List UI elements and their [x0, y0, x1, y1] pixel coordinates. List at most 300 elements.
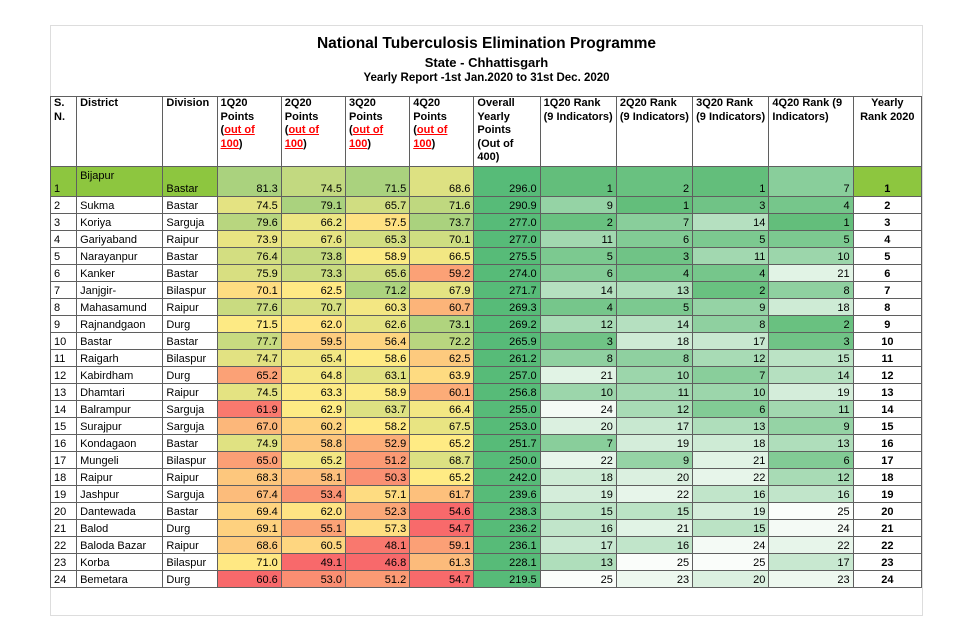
cell-q2-points: 58.1 — [281, 469, 345, 486]
table-row — [51, 248, 922, 265]
table-row — [51, 401, 922, 418]
cell-overall-points: 274.0 — [474, 265, 540, 282]
cell-q1-points: 69.1 — [217, 520, 281, 537]
cell-r4-rank: 15 — [769, 350, 853, 367]
cell-sn: 6 — [51, 265, 77, 282]
cell-r1-rank: 7 — [540, 435, 616, 452]
cell-q4-points: 68.6 — [410, 167, 474, 197]
cell-r4-rank: 5 — [769, 231, 853, 248]
table-row — [51, 231, 922, 248]
table-row — [51, 520, 922, 537]
cell-sn: 18 — [51, 469, 77, 486]
cell-r1-rank: 20 — [540, 418, 616, 435]
cell-q4-points: 73.1 — [410, 316, 474, 333]
cell-q2-points: 63.3 — [281, 384, 345, 401]
cell-q1-points: 74.5 — [217, 384, 281, 401]
cell-district: Janjgir- — [77, 282, 163, 299]
cell-r3-rank: 13 — [693, 418, 769, 435]
cell-division: Sarguja — [163, 486, 217, 503]
cell-yearly-rank: 23 — [853, 554, 921, 571]
cell-sn: 8 — [51, 299, 77, 316]
cell-q3-points: 50.3 — [345, 469, 409, 486]
table-row — [51, 316, 922, 333]
col-header-division: Division — [163, 97, 217, 167]
table-row — [51, 503, 922, 520]
cell-yearly-rank: 1 — [853, 167, 921, 197]
col-header-r1: 1Q20 Rank (9 Indicators) — [540, 97, 616, 167]
cell-r2-rank: 20 — [616, 469, 692, 486]
cell-q4-points: 60.1 — [410, 384, 474, 401]
cell-division: Bastar — [163, 503, 217, 520]
cell-r4-rank: 22 — [769, 537, 853, 554]
cell-q3-points: 56.4 — [345, 333, 409, 350]
cell-r4-rank: 16 — [769, 486, 853, 503]
cell-division: Sarguja — [163, 401, 217, 418]
header-row — [51, 97, 922, 167]
cell-r3-rank: 25 — [693, 554, 769, 571]
cell-q3-points: 65.3 — [345, 231, 409, 248]
cell-district: Kabirdham — [77, 367, 163, 384]
cell-q2-points: 67.6 — [281, 231, 345, 248]
cell-overall-points: 242.0 — [474, 469, 540, 486]
cell-district: Mahasamund — [77, 299, 163, 316]
cell-yearly-rank: 24 — [853, 571, 921, 588]
cell-q2-points: 62.9 — [281, 401, 345, 418]
col-header-q4: 4Q20 Points (out of 100) — [410, 97, 474, 167]
cell-district: Kondagaon — [77, 435, 163, 452]
cell-yearly-rank: 19 — [853, 486, 921, 503]
cell-overall-points: 255.0 — [474, 401, 540, 418]
cell-division: Durg — [163, 316, 217, 333]
cell-r3-rank: 15 — [693, 520, 769, 537]
cell-r1-rank: 18 — [540, 469, 616, 486]
cell-r3-rank: 3 — [693, 197, 769, 214]
cell-overall-points: 256.8 — [474, 384, 540, 401]
cell-sn: 24 — [51, 571, 77, 588]
cell-division: Bastar — [163, 333, 217, 350]
cell-q1-points: 74.5 — [217, 197, 281, 214]
cell-r4-rank: 18 — [769, 299, 853, 316]
cell-sn: 20 — [51, 503, 77, 520]
table-row — [51, 452, 922, 469]
page-title: National Tuberculosis Elimination Programme — [316, 35, 657, 52]
cell-q3-points: 52.3 — [345, 503, 409, 520]
cell-q4-points: 54.7 — [410, 520, 474, 537]
cell-r4-rank: 17 — [769, 554, 853, 571]
cell-q3-points: 58.6 — [345, 350, 409, 367]
cell-yearly-rank: 10 — [853, 333, 921, 350]
cell-yearly-rank: 2 — [853, 197, 921, 214]
cell-district: Bemetara — [77, 571, 163, 588]
cell-q2-points: 62.5 — [281, 282, 345, 299]
cell-yearly-rank: 7 — [853, 282, 921, 299]
cell-r2-rank: 5 — [616, 299, 692, 316]
cell-district: Bastar — [77, 333, 163, 350]
cell-division: Sarguja — [163, 418, 217, 435]
cell-yearly-rank: 12 — [853, 367, 921, 384]
cell-r1-rank: 15 — [540, 503, 616, 520]
table-row — [51, 265, 922, 282]
cell-r3-rank: 22 — [693, 469, 769, 486]
cell-r3-rank: 6 — [693, 401, 769, 418]
cell-q3-points: 60.3 — [345, 299, 409, 316]
table-row — [51, 197, 922, 214]
cell-q1-points: 67.4 — [217, 486, 281, 503]
cell-r1-rank: 24 — [540, 401, 616, 418]
cell-sn: 17 — [51, 452, 77, 469]
cell-q2-points: 60.5 — [281, 537, 345, 554]
cell-overall-points: 236.1 — [474, 537, 540, 554]
cell-r1-rank: 3 — [540, 333, 616, 350]
cell-q3-points: 48.1 — [345, 537, 409, 554]
table-row — [51, 384, 922, 401]
cell-q2-points: 73.8 — [281, 248, 345, 265]
cell-district: Sukma — [77, 197, 163, 214]
cell-q2-points: 79.1 — [281, 197, 345, 214]
cell-overall-points: 228.1 — [474, 554, 540, 571]
cell-yearly-rank: 16 — [853, 435, 921, 452]
cell-r2-rank: 18 — [616, 333, 692, 350]
cell-r1-rank: 21 — [540, 367, 616, 384]
cell-r1-rank: 14 — [540, 282, 616, 299]
cell-r2-rank: 8 — [616, 350, 692, 367]
cell-division: Durg — [163, 571, 217, 588]
cell-r2-rank: 16 — [616, 537, 692, 554]
cell-r3-rank: 1 — [693, 167, 769, 197]
cell-r4-rank: 25 — [769, 503, 853, 520]
col-header-district: District — [77, 97, 163, 167]
cell-yearly-rank: 15 — [853, 418, 921, 435]
cell-district: Raigarh — [77, 350, 163, 367]
cell-division: Bastar — [163, 265, 217, 282]
cell-q4-points: 61.3 — [410, 554, 474, 571]
cell-q1-points: 74.7 — [217, 350, 281, 367]
cell-overall-points: 269.3 — [474, 299, 540, 316]
cell-r2-rank: 17 — [616, 418, 692, 435]
cell-r3-rank: 2 — [693, 282, 769, 299]
table-row — [51, 299, 922, 316]
cell-district: Jashpur — [77, 486, 163, 503]
cell-r4-rank: 7 — [769, 167, 853, 197]
cell-division: Raipur — [163, 299, 217, 316]
report-titles — [51, 26, 922, 96]
cell-q1-points: 68.6 — [217, 537, 281, 554]
cell-r3-rank: 14 — [693, 214, 769, 231]
cell-yearly-rank: 5 — [853, 248, 921, 265]
cell-r4-rank: 21 — [769, 265, 853, 282]
cell-q2-points: 65.2 — [281, 452, 345, 469]
cell-sn: 3 — [51, 214, 77, 231]
table-row — [51, 282, 922, 299]
cell-q4-points: 66.4 — [410, 401, 474, 418]
cell-q1-points: 68.3 — [217, 469, 281, 486]
cell-division: Raipur — [163, 469, 217, 486]
cell-overall-points: 277.0 — [474, 231, 540, 248]
cell-r4-rank: 9 — [769, 418, 853, 435]
cell-r2-rank: 3 — [616, 248, 692, 265]
cell-r2-rank: 15 — [616, 503, 692, 520]
cell-r4-rank: 11 — [769, 401, 853, 418]
cell-overall-points: 277.0 — [474, 214, 540, 231]
cell-r1-rank: 9 — [540, 197, 616, 214]
table-row — [51, 333, 922, 350]
cell-yearly-rank: 4 — [853, 231, 921, 248]
cell-sn: 15 — [51, 418, 77, 435]
cell-yearly-rank: 11 — [853, 350, 921, 367]
cell-overall-points: 219.5 — [474, 571, 540, 588]
cell-r1-rank: 25 — [540, 571, 616, 588]
cell-division: Sarguja — [163, 214, 217, 231]
cell-r3-rank: 5 — [693, 231, 769, 248]
cell-r2-rank: 14 — [616, 316, 692, 333]
cell-q1-points: 70.1 — [217, 282, 281, 299]
cell-yearly-rank: 17 — [853, 452, 921, 469]
cell-sn: 22 — [51, 537, 77, 554]
cell-district: Dhamtari — [77, 384, 163, 401]
cell-yearly-rank: 8 — [853, 299, 921, 316]
cell-q2-points: 65.4 — [281, 350, 345, 367]
cell-r4-rank: 3 — [769, 333, 853, 350]
out-of-note: out of 100 — [284, 124, 319, 150]
cell-r3-rank: 7 — [693, 367, 769, 384]
cell-r3-rank: 21 — [693, 452, 769, 469]
cell-sn: 11 — [51, 350, 77, 367]
cell-r3-rank: 17 — [693, 333, 769, 350]
cell-q1-points: 61.9 — [217, 401, 281, 418]
cell-q3-points: 63.7 — [345, 401, 409, 418]
cell-r1-rank: 1 — [540, 167, 616, 197]
cell-sn: 12 — [51, 367, 77, 384]
cell-r4-rank: 12 — [769, 469, 853, 486]
cell-r1-rank: 8 — [540, 350, 616, 367]
cell-sn: 14 — [51, 401, 77, 418]
cell-r3-rank: 24 — [693, 537, 769, 554]
cell-r3-rank: 11 — [693, 248, 769, 265]
cell-q3-points: 71.2 — [345, 282, 409, 299]
cell-r2-rank: 12 — [616, 401, 692, 418]
cell-q4-points: 63.9 — [410, 367, 474, 384]
cell-sn: 21 — [51, 520, 77, 537]
cell-q4-points: 60.7 — [410, 299, 474, 316]
cell-r4-rank: 24 — [769, 520, 853, 537]
table-row — [51, 167, 922, 197]
cell-sn: 7 — [51, 282, 77, 299]
cell-q3-points: 63.1 — [345, 367, 409, 384]
cell-q2-points: 70.7 — [281, 299, 345, 316]
cell-division: Durg — [163, 520, 217, 537]
cell-overall-points: 253.0 — [474, 418, 540, 435]
cell-q4-points: 62.5 — [410, 350, 474, 367]
col-header-overall: Overall Yearly Points (Out of 400) — [474, 97, 540, 167]
cell-yearly-rank: 20 — [853, 503, 921, 520]
cell-yearly-rank: 22 — [853, 537, 921, 554]
cell-yearly-rank: 14 — [853, 401, 921, 418]
cell-r2-rank: 9 — [616, 452, 692, 469]
cell-overall-points: 290.9 — [474, 197, 540, 214]
cell-sn: 9 — [51, 316, 77, 333]
cell-r4-rank: 6 — [769, 452, 853, 469]
cell-q2-points: 59.5 — [281, 333, 345, 350]
cell-q3-points: 51.2 — [345, 452, 409, 469]
cell-r3-rank: 16 — [693, 486, 769, 503]
cell-r2-rank: 6 — [616, 231, 692, 248]
cell-division: Bastar — [163, 197, 217, 214]
cell-district: Koriya — [77, 214, 163, 231]
cell-q4-points: 73.7 — [410, 214, 474, 231]
cell-district: Raipur — [77, 469, 163, 486]
cell-q3-points: 51.2 — [345, 571, 409, 588]
cell-r2-rank: 22 — [616, 486, 692, 503]
cell-division: Bilaspur — [163, 452, 217, 469]
cell-q3-points: 57.3 — [345, 520, 409, 537]
cell-division: Bilaspur — [163, 554, 217, 571]
cell-r2-rank: 23 — [616, 571, 692, 588]
cell-r2-rank: 25 — [616, 554, 692, 571]
cell-r1-rank: 6 — [540, 265, 616, 282]
cell-q3-points: 58.9 — [345, 248, 409, 265]
cell-r1-rank: 19 — [540, 486, 616, 503]
cell-q3-points: 62.6 — [345, 316, 409, 333]
cell-q1-points: 65.0 — [217, 452, 281, 469]
cell-district: Mungeli — [77, 452, 163, 469]
report-period: Yearly Report -1st Jan.2020 to 31st Dec. 2020 — [363, 72, 610, 84]
col-header-r2: 2Q20 Rank (9 Indicators) — [616, 97, 692, 167]
cell-q2-points: 53.0 — [281, 571, 345, 588]
cell-r3-rank: 18 — [693, 435, 769, 452]
table-row — [51, 469, 922, 486]
cell-sn: 16 — [51, 435, 77, 452]
table-row — [51, 486, 922, 503]
cell-sn: 2 — [51, 197, 77, 214]
cell-r3-rank: 9 — [693, 299, 769, 316]
cell-division: Bilaspur — [163, 282, 217, 299]
cell-r4-rank: 10 — [769, 248, 853, 265]
cell-q2-points: 55.1 — [281, 520, 345, 537]
cell-q4-points: 67.5 — [410, 418, 474, 435]
cell-q4-points: 54.7 — [410, 571, 474, 588]
cell-district: Korba — [77, 554, 163, 571]
cell-division: Raipur — [163, 231, 217, 248]
cell-overall-points: 257.0 — [474, 367, 540, 384]
cell-r2-rank: 7 — [616, 214, 692, 231]
cell-r2-rank: 10 — [616, 367, 692, 384]
cell-q3-points: 57.5 — [345, 214, 409, 231]
cell-district: Kanker — [77, 265, 163, 282]
cell-q2-points: 64.8 — [281, 367, 345, 384]
cell-r1-rank: 13 — [540, 554, 616, 571]
report-sheet — [50, 25, 923, 616]
cell-q1-points: 79.6 — [217, 214, 281, 231]
cell-division: Raipur — [163, 384, 217, 401]
col-header-sn: S. N. — [51, 97, 77, 167]
cell-q1-points: 69.4 — [217, 503, 281, 520]
cell-r4-rank: 19 — [769, 384, 853, 401]
table-row — [51, 367, 922, 384]
cell-q2-points: 74.5 — [281, 167, 345, 197]
cell-q4-points: 72.2 — [410, 333, 474, 350]
cell-yearly-rank: 18 — [853, 469, 921, 486]
cell-q1-points: 71.5 — [217, 316, 281, 333]
cell-sn: 5 — [51, 248, 77, 265]
cell-district: Rajnandgaon — [77, 316, 163, 333]
cell-division: Raipur — [163, 537, 217, 554]
cell-q3-points: 65.7 — [345, 197, 409, 214]
cell-r4-rank: 8 — [769, 282, 853, 299]
cell-r2-rank: 1 — [616, 197, 692, 214]
cell-overall-points: 265.9 — [474, 333, 540, 350]
cell-sn: 1 — [51, 167, 77, 197]
cell-overall-points: 239.6 — [474, 486, 540, 503]
col-header-r3: 3Q20 Rank (9 Indicators) — [693, 97, 769, 167]
cell-q4-points: 54.6 — [410, 503, 474, 520]
cell-division: Durg — [163, 367, 217, 384]
cell-q4-points: 65.2 — [410, 435, 474, 452]
cell-r1-rank: 5 — [540, 248, 616, 265]
cell-yearly-rank: 9 — [853, 316, 921, 333]
cell-district: Surajpur — [77, 418, 163, 435]
out-of-note: out of 100 — [413, 124, 448, 150]
cell-q3-points: 52.9 — [345, 435, 409, 452]
cell-q1-points: 65.2 — [217, 367, 281, 384]
cell-r4-rank: 4 — [769, 197, 853, 214]
col-header-q3: 3Q20 Points (out of 100) — [345, 97, 409, 167]
cell-r2-rank: 19 — [616, 435, 692, 452]
table-row — [51, 571, 922, 588]
cell-q3-points: 71.5 — [345, 167, 409, 197]
cell-r1-rank: 2 — [540, 214, 616, 231]
cell-sn: 13 — [51, 384, 77, 401]
cell-q4-points: 59.1 — [410, 537, 474, 554]
cell-q4-points: 65.2 — [410, 469, 474, 486]
cell-r2-rank: 4 — [616, 265, 692, 282]
cell-yearly-rank: 21 — [853, 520, 921, 537]
cell-q1-points: 77.7 — [217, 333, 281, 350]
out-of-note: out of 100 — [220, 124, 255, 150]
cell-division: Bastar — [163, 435, 217, 452]
cell-q4-points: 71.6 — [410, 197, 474, 214]
cell-sn: 23 — [51, 554, 77, 571]
col-header-r4: 4Q20 Rank (9 Indicators) — [769, 97, 853, 167]
cell-q2-points: 66.2 — [281, 214, 345, 231]
table-row — [51, 537, 922, 554]
cell-yearly-rank: 13 — [853, 384, 921, 401]
cell-q2-points: 60.2 — [281, 418, 345, 435]
cell-overall-points: 296.0 — [474, 167, 540, 197]
cell-overall-points: 275.5 — [474, 248, 540, 265]
cell-q1-points: 73.9 — [217, 231, 281, 248]
table-row — [51, 435, 922, 452]
table-row — [51, 554, 922, 571]
table-row — [51, 350, 922, 367]
cell-overall-points: 261.2 — [474, 350, 540, 367]
state-subtitle: State - Chhattisgarh — [424, 55, 549, 70]
cell-division: Bastar — [163, 248, 217, 265]
cell-district: Dantewada — [77, 503, 163, 520]
cell-r1-rank: 22 — [540, 452, 616, 469]
cell-q3-points: 58.9 — [345, 384, 409, 401]
cell-q2-points: 58.8 — [281, 435, 345, 452]
cell-overall-points: 250.0 — [474, 452, 540, 469]
cell-division: Bilaspur — [163, 350, 217, 367]
cell-r1-rank: 4 — [540, 299, 616, 316]
cell-district: Bijapur — [77, 167, 163, 197]
cell-q1-points: 81.3 — [217, 167, 281, 197]
cell-q1-points: 71.0 — [217, 554, 281, 571]
cell-q1-points: 75.9 — [217, 265, 281, 282]
cell-district: Balod — [77, 520, 163, 537]
cell-sn: 19 — [51, 486, 77, 503]
cell-overall-points: 238.3 — [474, 503, 540, 520]
